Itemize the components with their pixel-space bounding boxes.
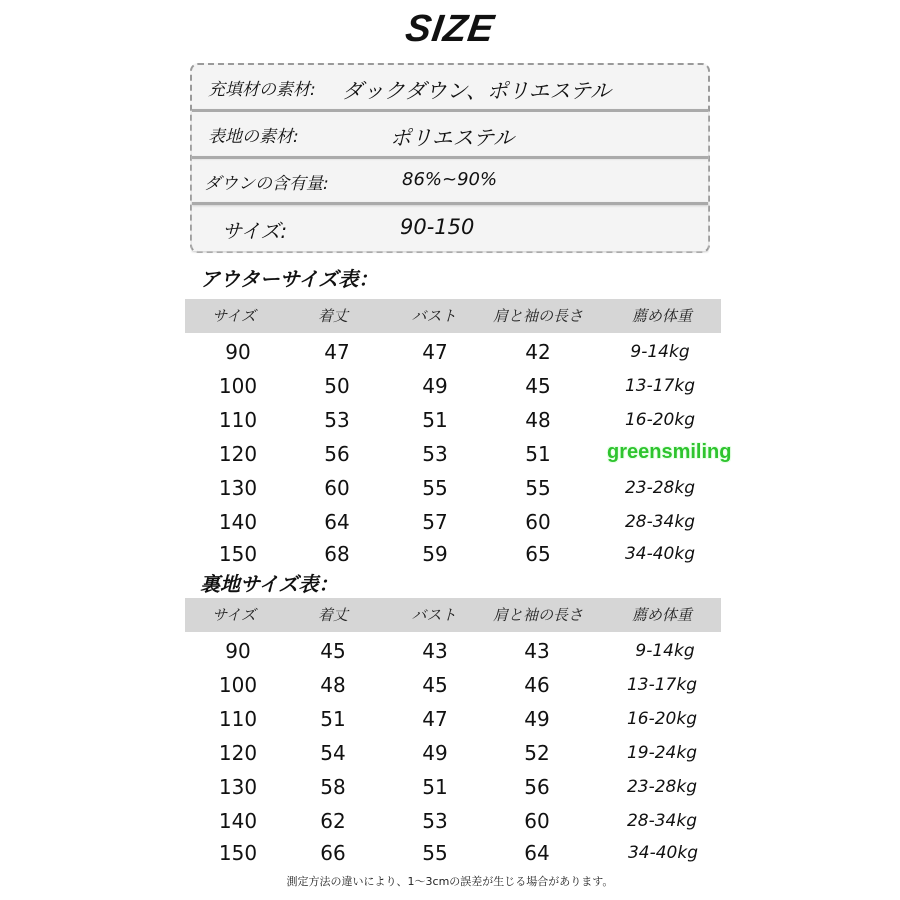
cell-shoulder-sleeve: 52 [524, 741, 550, 765]
table-row [185, 537, 721, 571]
header-length: 着丈 [317, 307, 349, 325]
table-row [185, 505, 721, 539]
header-shoulder-sleeve: 肩と袖の長さ [492, 307, 584, 325]
lining-size-table-title: 裏地サイズ表： [200, 572, 339, 596]
cell-bust: 45 [422, 673, 448, 697]
cell-shoulder-sleeve: 64 [524, 841, 550, 865]
cell-bust: 49 [422, 374, 448, 398]
cell-shoulder-sleeve: 49 [524, 707, 550, 731]
measurement-note: 測定方法の違いにより、1～3cmの誤差が生じる場合があります。 [286, 875, 614, 888]
table-header [185, 299, 721, 333]
cell-bust: 57 [422, 510, 448, 534]
header-size: サイズ [212, 606, 256, 624]
cell-size: 90 [225, 639, 251, 663]
table-row [185, 668, 721, 702]
cell-shoulder-sleeve: 43 [524, 639, 550, 663]
table-row [185, 804, 721, 838]
cell-weight: 23-28kg [626, 777, 698, 797]
cell-bust: 55 [422, 841, 448, 865]
cell-bust: 47 [422, 707, 448, 731]
cell-bust: 47 [422, 340, 448, 364]
cell-shoulder-sleeve: 60 [524, 809, 550, 833]
spec-label: 充填材の素材: [208, 80, 316, 100]
cell-length: 62 [320, 809, 346, 833]
cell-size: 140 [218, 510, 258, 534]
cell-size: 110 [218, 707, 258, 731]
spec-row-size [192, 202, 708, 251]
cell-size: 100 [218, 374, 258, 398]
watermark: greensmiling [607, 441, 732, 463]
cell-length: 58 [320, 775, 346, 799]
cell-size: 130 [218, 476, 258, 500]
cell-bust: 59 [422, 542, 448, 566]
cell-length: 66 [320, 841, 346, 865]
table-row [185, 770, 721, 804]
cell-size: 90 [225, 340, 251, 364]
spec-value: 86%~90% [402, 169, 498, 190]
cell-bust: 49 [422, 741, 448, 765]
cell-length: 54 [320, 741, 346, 765]
table-row [185, 836, 721, 870]
header-bust: バスト [411, 606, 457, 624]
cell-shoulder-sleeve: 48 [525, 408, 551, 432]
table-header [185, 598, 721, 632]
cell-weight: 34-40kg [627, 843, 699, 863]
spec-value: ダックダウン、ポリエステル [342, 79, 612, 103]
header-weight: 薦め体重 [631, 307, 693, 325]
table-row [185, 471, 721, 505]
cell-shoulder-sleeve: 46 [524, 673, 550, 697]
cell-weight: 13-17kg [626, 675, 698, 695]
cell-bust: 51 [422, 775, 448, 799]
spec-label: サイズ: [222, 219, 288, 243]
table-row [185, 634, 721, 668]
cell-weight: 9-14kg [635, 641, 695, 661]
cell-bust: 53 [422, 809, 448, 833]
cell-shoulder-sleeve: 51 [525, 442, 551, 466]
spec-label: 表地の素材: [208, 127, 299, 147]
cell-size: 120 [218, 442, 258, 466]
cell-weight: 16-20kg [624, 410, 696, 430]
cell-shoulder-sleeve: 55 [525, 476, 551, 500]
cell-bust: 53 [422, 442, 448, 466]
cell-length: 64 [324, 510, 350, 534]
spec-value: 90-150 [400, 215, 475, 239]
header-shoulder-sleeve: 肩と袖の長さ [492, 606, 584, 624]
cell-size: 150 [218, 841, 258, 865]
cell-shoulder-sleeve: 60 [525, 510, 551, 534]
cell-size: 150 [218, 542, 258, 566]
cell-length: 56 [324, 442, 350, 466]
outer-size-table-title: アウターサイズ表： [200, 267, 379, 291]
table-row [185, 702, 721, 736]
cell-shoulder-sleeve: 42 [525, 340, 551, 364]
cell-size: 140 [218, 809, 258, 833]
cell-length: 48 [320, 673, 346, 697]
cell-size: 130 [218, 775, 258, 799]
cell-weight: 19-24kg [626, 743, 698, 763]
cell-length: 60 [324, 476, 350, 500]
spec-row-down-content [192, 156, 708, 205]
cell-size: 120 [218, 741, 258, 765]
spec-row-filling [192, 65, 708, 111]
cell-size: 100 [218, 673, 258, 697]
table-row [185, 335, 721, 369]
spec-label: ダウンの含有量: [204, 174, 329, 194]
table-row [185, 736, 721, 770]
header-size: サイズ [212, 307, 256, 325]
cell-size: 110 [218, 408, 258, 432]
page-title: SIZE [402, 8, 498, 50]
cell-weight: 28-34kg [626, 811, 698, 831]
cell-weight: 23-28kg [624, 478, 696, 498]
cell-weight: 28-34kg [624, 512, 696, 532]
cell-shoulder-sleeve: 65 [525, 542, 551, 566]
cell-weight: 13-17kg [624, 376, 696, 396]
material-spec-box [190, 63, 710, 253]
cell-length: 50 [324, 374, 350, 398]
cell-bust: 43 [422, 639, 448, 663]
header-length: 着丈 [317, 606, 349, 624]
cell-length: 47 [324, 340, 350, 364]
cell-shoulder-sleeve: 56 [524, 775, 550, 799]
cell-length: 53 [324, 408, 350, 432]
cell-length: 68 [324, 542, 350, 566]
cell-bust: 51 [422, 408, 448, 432]
cell-bust: 55 [422, 476, 448, 500]
cell-shoulder-sleeve: 45 [525, 374, 551, 398]
table-row [185, 403, 721, 437]
table-row [185, 369, 721, 403]
cell-length: 45 [320, 639, 346, 663]
cell-weight: 9-14kg [630, 342, 690, 362]
cell-length: 51 [320, 707, 346, 731]
spec-value: ポリエステル [390, 126, 515, 150]
header-weight: 薦め体重 [631, 606, 693, 624]
cell-weight: 16-20kg [626, 709, 698, 729]
header-bust: バスト [411, 307, 457, 325]
spec-row-outer-fabric [192, 109, 708, 158]
cell-weight: 34-40kg [624, 544, 696, 564]
